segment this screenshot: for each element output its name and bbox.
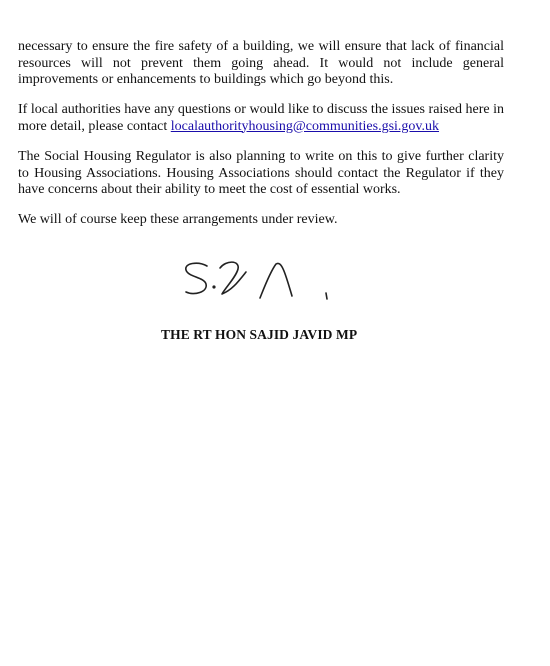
signatory-name: THE RT HON SAJID JAVID MP bbox=[161, 327, 358, 342]
paragraph-regulator: The Social Housing Regulator is also planning to write on this to give further clarity to Housing Associations. Housing Associations should contact the Regulator if they have concerns about their ability to meet the cost of essential works. bbox=[18, 149, 504, 197]
contact-email-link[interactable]: localauthorityhousing@communities.gsi.gov.uk bbox=[170, 118, 440, 134]
handwritten-signature bbox=[180, 250, 340, 305]
paragraph-review: We will of course keep these arrangements under review. bbox=[18, 212, 338, 227]
paragraph-contact-text: If local authorities have any questions or would like to discuss the issues raised here in more detail, please contact bbox=[18, 102, 504, 134]
paragraph-contact bbox=[18, 102, 504, 135]
paragraph-funding-commitment: necessary to ensure the fire safety of a building, we will ensure that lack of financial resources will not prevent them going ahead. It would not include general improvements or enhancements to buildings which go beyond this. bbox=[18, 39, 504, 87]
